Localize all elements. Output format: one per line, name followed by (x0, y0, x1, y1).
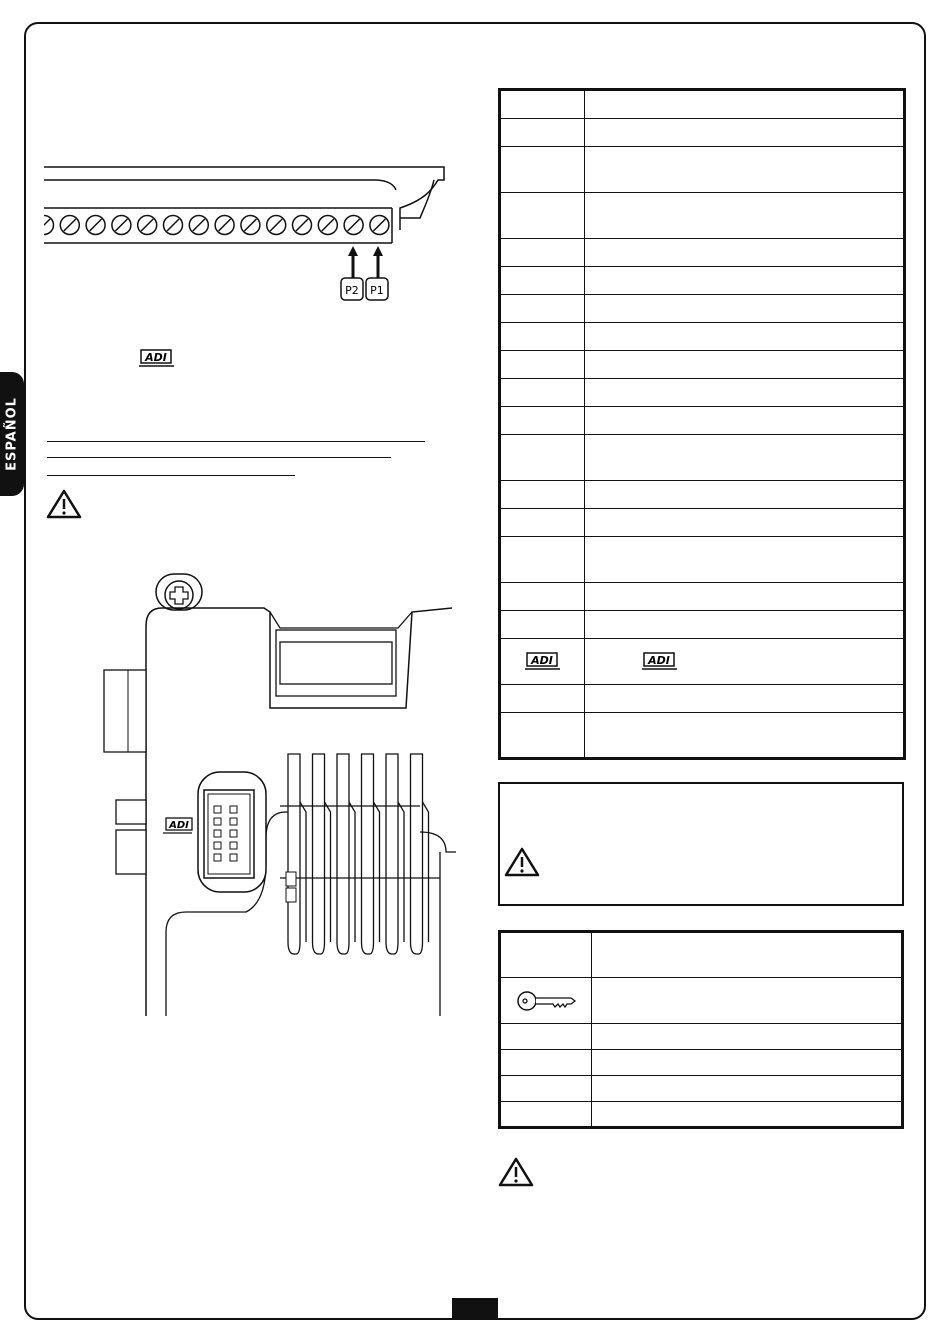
board-slot (313, 754, 325, 954)
main-table-row (500, 685, 905, 713)
keys-table-cell-desc (592, 978, 903, 1024)
keys-table-cell-key (500, 1024, 592, 1050)
main-table-row (500, 639, 905, 685)
main-table-cell-key (500, 435, 585, 481)
board-slot (362, 754, 374, 954)
keys-table-cell-key (500, 978, 592, 1024)
main-table-row (500, 295, 905, 323)
main-table-cell-desc (585, 537, 905, 583)
keys-table-cell-key (500, 1102, 592, 1128)
main-table-row (500, 239, 905, 267)
main-table-cell-desc (585, 713, 905, 759)
keys-table-cell-key (500, 932, 592, 978)
keys-table-cell-key (500, 1076, 592, 1102)
main-table-row (500, 435, 905, 481)
main-table-cell-desc (585, 481, 905, 509)
warning-triangle-icon (46, 488, 82, 520)
main-table-cell-key (500, 119, 585, 147)
keys-table-row (500, 1102, 903, 1128)
main-table-cell-desc (585, 685, 905, 713)
warning-box (498, 782, 904, 906)
main-table-cell-key (500, 685, 585, 713)
main-table-row (500, 147, 905, 193)
main-table-cell-key (500, 379, 585, 407)
main-table-cell-key (500, 323, 585, 351)
board-slot (386, 754, 398, 954)
main-table-cell-key (500, 611, 585, 639)
main-table-row (500, 481, 905, 509)
main-table (498, 88, 906, 760)
main-table-row (500, 583, 905, 611)
main-table-cell-desc (585, 295, 905, 323)
main-table-cell-key (500, 481, 585, 509)
main-table-cell-key (500, 267, 585, 295)
main-table-cell-key (500, 509, 585, 537)
main-table-cell-desc (585, 90, 905, 119)
main-table-cell-desc (585, 147, 905, 193)
main-table-cell-key (500, 239, 585, 267)
page-number-tab (452, 1298, 498, 1320)
keys-table-row (500, 932, 903, 978)
main-table-cell-desc (585, 611, 905, 639)
keys-table (498, 930, 904, 1129)
main-table-cell-key (500, 147, 585, 193)
svg-text:ADI: ADI (648, 653, 670, 667)
terminal-screw (44, 216, 54, 235)
main-table-cell-desc (585, 193, 905, 239)
main-table-cell-desc (585, 351, 905, 379)
main-table-cell-desc (585, 267, 905, 295)
main-table-row (500, 407, 905, 435)
warning-triangle-icon (504, 846, 540, 878)
key-icon (515, 988, 577, 1014)
main-table-cell-key (500, 295, 585, 323)
terminal-block-figure (44, 160, 454, 308)
main-table-cell-key (500, 639, 585, 685)
language-tab-label: ESPAÑOL (4, 397, 20, 471)
underline-3 (47, 475, 295, 476)
main-table-cell-desc (585, 323, 905, 351)
keys-table-row (500, 1076, 903, 1102)
main-table-cell-desc (585, 583, 905, 611)
adi-logo-icon (641, 651, 679, 673)
main-table-cell-key (500, 90, 585, 119)
main-table-row (500, 267, 905, 295)
main-table-cell-desc (585, 509, 905, 537)
keys-table-cell-desc (592, 1050, 903, 1076)
terminal-label-p1: P1 (370, 284, 384, 297)
board-slot (288, 754, 300, 954)
terminal-label-p2: P2 (345, 284, 359, 297)
board-adi-logo: ADI (169, 820, 189, 831)
main-table-cell-key (500, 193, 585, 239)
main-table-row (500, 351, 905, 379)
main-table-cell-key (500, 713, 585, 759)
svg-text:ADI: ADI (530, 653, 553, 667)
main-table-row (500, 713, 905, 759)
main-table-row (500, 509, 905, 537)
board-slot (411, 754, 423, 954)
keys-table-cell-desc (592, 1024, 903, 1050)
adi-logo-icon (138, 348, 176, 368)
keys-table-cell-key (500, 1050, 592, 1076)
keys-table-row (500, 1050, 903, 1076)
keys-table-row (500, 1024, 903, 1050)
keys-table-cell-desc (592, 1076, 903, 1102)
main-table-cell-desc (585, 435, 905, 481)
keys-table-cell-desc (592, 932, 903, 978)
main-table-cell-desc (585, 407, 905, 435)
main-table-row (500, 537, 905, 583)
keys-table-row (500, 978, 903, 1024)
main-table-row (500, 379, 905, 407)
main-table-cell-key (500, 407, 585, 435)
underline-2 (47, 457, 391, 458)
adi-logo-text: ADI (145, 351, 167, 364)
main-table-cell-desc (585, 239, 905, 267)
main-table-row (500, 323, 905, 351)
main-table-cell-desc (585, 119, 905, 147)
board-figure (100, 562, 456, 1022)
main-table-cell-key (500, 537, 585, 583)
main-table-row (500, 119, 905, 147)
main-table-cell-key (500, 351, 585, 379)
main-table-row (500, 611, 905, 639)
board-slot (337, 754, 349, 954)
main-table-cell-key (500, 583, 585, 611)
main-table-cell-desc (585, 379, 905, 407)
language-tab (0, 372, 24, 496)
main-table-row (500, 90, 905, 119)
keys-table-cell-desc (592, 1102, 903, 1128)
adi-logo-icon (524, 651, 562, 673)
warning-triangle-icon (498, 1156, 534, 1188)
underline-1 (47, 441, 425, 442)
main-table-cell-desc (585, 639, 905, 685)
main-table-row (500, 193, 905, 239)
